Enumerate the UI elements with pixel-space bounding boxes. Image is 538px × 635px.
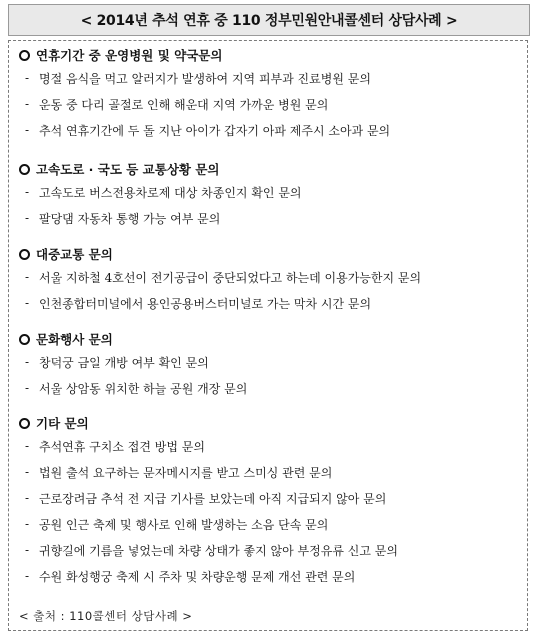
circle-bullet-icon — [19, 249, 30, 260]
list-item — [19, 91, 524, 117]
section-public-transport — [19, 244, 524, 316]
section-heading — [19, 45, 524, 65]
source-note: < 출처 : 110콜센터 상담사례 > — [19, 609, 193, 623]
section-heading — [19, 329, 524, 349]
section-traffic — [19, 159, 524, 231]
section-other — [19, 413, 524, 589]
section-heading — [19, 413, 524, 433]
section-heading-text: 연휴기간 중 운영병원 및 약국문의 — [36, 48, 223, 63]
list-item-text: 인천종합터미널에서 용인공용버스터미널로 가는 막차 시간 문의 — [39, 296, 372, 311]
dash-bullet: - — [25, 296, 30, 310]
section-heading-text: 문화행사 문의 — [36, 332, 113, 347]
list-item-text: 공원 인근 축제 및 행사로 인해 발생하는 소음 단속 문의 — [39, 517, 329, 532]
section-heading-text: 고속도로 · 국도 등 교통상황 문의 — [36, 162, 220, 177]
list-item — [19, 179, 524, 205]
list-item-text: 명절 음식을 먹고 알러지가 발생하여 지역 피부과 진료병원 문의 — [39, 71, 371, 86]
dash-bullet: - — [25, 569, 30, 583]
list-item — [19, 485, 524, 511]
dash-bullet: - — [25, 211, 30, 225]
dash-bullet: - — [25, 270, 30, 284]
list-item — [19, 537, 524, 563]
list-item-text: 귀향길에 기름을 넣었는데 차량 상태가 좋지 않아 부정유류 신고 문의 — [39, 543, 398, 558]
list-item-text: 근로장려금 추석 전 지급 기사를 보았는데 아직 지급되지 않아 문의 — [39, 491, 387, 506]
list-item — [19, 459, 524, 485]
section-cultural-events — [19, 329, 524, 401]
list-item-text: 팔당댐 자동차 통행 가능 여부 문의 — [39, 211, 221, 226]
list-item-text: 법원 출석 요구하는 문자메시지를 받고 스미싱 관련 문의 — [39, 465, 333, 480]
circle-bullet-icon — [19, 334, 30, 345]
circle-bullet-icon — [19, 50, 30, 61]
circle-bullet-icon — [19, 164, 30, 175]
list-item — [19, 375, 524, 401]
page-title: < 2014년 추석 연휴 중 110 정부민원안내콜센터 상담사례 > — [80, 13, 458, 29]
list-item — [19, 433, 524, 459]
dash-bullet: - — [25, 71, 30, 85]
list-item — [19, 349, 524, 375]
section-hospital — [19, 45, 524, 143]
dash-bullet: - — [25, 491, 30, 505]
section-heading — [19, 159, 524, 179]
dash-bullet: - — [25, 97, 30, 111]
list-item-text: 창덕궁 금일 개방 여부 확인 문의 — [39, 355, 209, 370]
list-item-text: 서울 상암동 위치한 하늘 공원 개장 문의 — [39, 381, 248, 396]
list-item-text: 추석 연휴기간에 두 돌 지난 아이가 갑자기 아파 제주시 소아과 문의 — [39, 123, 391, 138]
list-item-text: 서울 지하철 4호선이 전기공급이 중단되었다고 하는데 이용가능한지 문의 — [39, 270, 422, 285]
section-heading — [19, 244, 524, 264]
list-item — [19, 205, 524, 231]
section-heading-text: 기타 문의 — [36, 416, 89, 431]
dash-bullet: - — [25, 355, 30, 369]
dash-bullet: - — [25, 439, 30, 453]
list-item — [19, 563, 524, 589]
list-item — [19, 117, 524, 143]
list-item-text: 추석연휴 구치소 접견 방법 문의 — [39, 439, 205, 454]
list-item-text: 운동 중 다리 골절로 인해 해운대 지역 가까운 병원 문의 — [39, 97, 329, 112]
dash-bullet: - — [25, 517, 30, 531]
list-item — [19, 511, 524, 537]
dash-bullet: - — [25, 465, 30, 479]
list-item-text: 수원 화성행궁 축제 시 주차 및 차량운행 문제 개선 관련 문의 — [39, 569, 356, 584]
list-item — [19, 65, 524, 91]
list-item-text: 고속도로 버스전용차로제 대상 차종인지 확인 문의 — [39, 185, 302, 200]
dash-bullet: - — [25, 381, 30, 395]
dash-bullet: - — [25, 185, 30, 199]
title-bar — [8, 4, 530, 36]
circle-bullet-icon — [19, 418, 30, 429]
list-item — [19, 264, 524, 290]
dash-bullet: - — [25, 123, 30, 137]
dash-bullet: - — [25, 543, 30, 557]
section-heading-text: 대중교통 문의 — [36, 247, 113, 262]
list-item — [19, 290, 524, 316]
content-panel — [8, 40, 528, 631]
